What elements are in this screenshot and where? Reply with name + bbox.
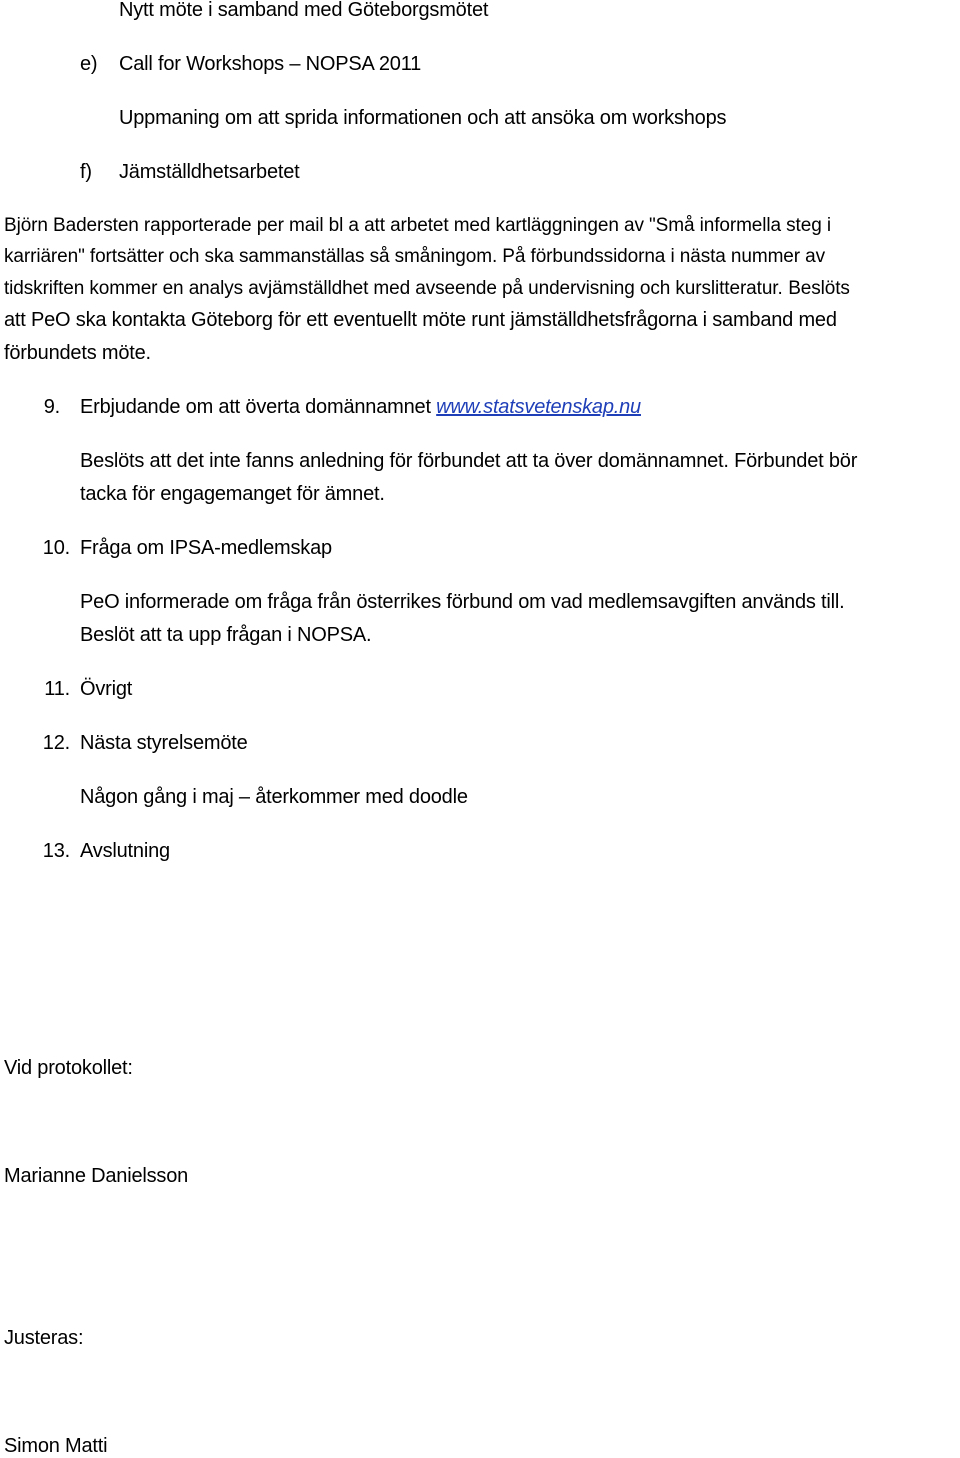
domain-link[interactable]: www.statsvetenskap.nu xyxy=(436,396,641,418)
section-13-number: 13. xyxy=(42,840,70,862)
item-e-title: Call for Workshops – NOPSA 2011 xyxy=(119,53,422,75)
section-11-title: Övrigt xyxy=(80,678,133,700)
section-9-title: Erbjudande om att överta domännamnet xyxy=(80,396,431,418)
paragraph-line-5: förbundets möte. xyxy=(4,342,151,364)
justeras-name: Simon Matti xyxy=(4,1435,108,1457)
item-e-label: e) xyxy=(80,53,98,75)
item-d-subtext: Nytt möte i samband med Göteborgsmötet xyxy=(119,0,489,21)
section-12-number: 12. xyxy=(42,732,70,754)
section-10-body-line-2: Beslöt att ta upp frågan i NOPSA. xyxy=(80,624,372,646)
section-11-number: 11. xyxy=(44,678,70,700)
paragraph-line-4: att PeO ska kontakta Göteborg för ett eventuellt möte runt jämställdhetsfrågorna i samband med xyxy=(4,309,837,331)
item-e-subtext: Uppmaning om att sprida informationen och att ansöka om workshops xyxy=(119,107,727,129)
item-f-label: f) xyxy=(80,161,92,183)
section-9-body-line-1: Beslöts att det inte fanns anledning för förbundet att ta över domännamnet. Förbundet bör xyxy=(80,450,858,472)
paragraph-line-3 xyxy=(4,276,850,301)
section-10-title: Fråga om IPSA-medlemskap xyxy=(80,537,332,559)
justeras-label: Justeras: xyxy=(4,1327,84,1349)
section-10-number: 10. xyxy=(42,537,70,559)
section-10-body-line-1: PeO informerade om fråga från österrikes förbund om vad medlemsavgiften används till. xyxy=(80,591,845,613)
section-9-heading xyxy=(80,395,641,419)
section-12-title: Nästa styrelsemöte xyxy=(80,732,248,754)
paragraph-line-3-beslots: Beslöts xyxy=(788,278,850,299)
section-12-body: Någon gång i maj – återkommer med doodle xyxy=(80,786,468,808)
paragraph-line-2: karriären" fortsätter och ska sammanställas så småningom. På förbundssidorna i nästa nummer av xyxy=(4,246,826,267)
protokoll-name: Marianne Danielsson xyxy=(4,1165,189,1187)
section-13-title: Avslutning xyxy=(80,840,170,862)
section-9-body-line-2: tacka för engagemanget för ämnet. xyxy=(80,483,385,505)
section-9-number: 9. xyxy=(43,396,60,418)
paragraph-line-1: Björn Badersten rapporterade per mail bl a att arbetet med kartläggningen av "Små informella steg i xyxy=(4,215,831,236)
paragraph-line-3-text: tidskriften kommer en analys avjämställdhet med avseende på undervisning och kurslitteratur. xyxy=(4,278,783,299)
item-f-title: Jämställdhetsarbetet xyxy=(119,161,300,183)
protokoll-label: Vid protokollet: xyxy=(4,1057,133,1079)
